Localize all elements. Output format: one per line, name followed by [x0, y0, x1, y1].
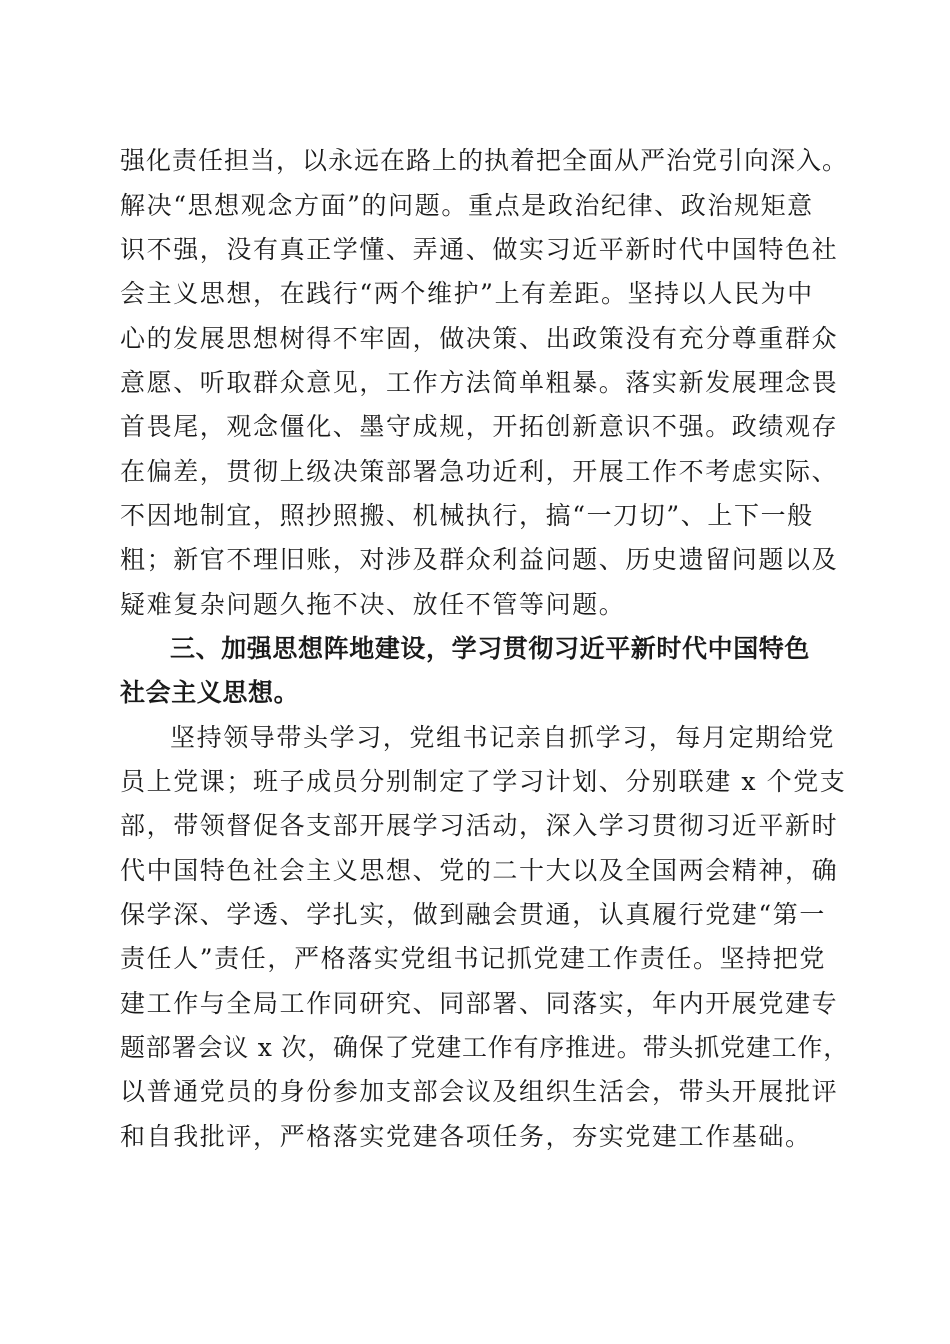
paragraph-line: 以普通党员的身份参加支部会议及组织生活会，带头开展批评	[120, 1077, 839, 1106]
paragraph-line: 题部署会议 x 次，确保了党建工作有序推进。带头抓党建工作，	[120, 1033, 849, 1062]
text-line: 会主义思想，在践行“两个维护”上有差距。坚持以人民为中	[120, 279, 814, 308]
paragraph-line: 部，带领督促各支部开展学习活动，深入学习贯彻习近平新时	[120, 811, 839, 840]
paragraph-line: 坚持领导带头学习，党组书记亲自抓学习，每月定期给党	[170, 723, 836, 752]
paragraph-line: 和自我批评，严格落实党建各项任务，夯实党建工作基础。	[120, 1122, 812, 1151]
paragraph-line: 代中国特色社会主义思想、党的二十大以及全国两会精神，确	[120, 856, 839, 885]
section-heading: 三、加强思想阵地建设，学习贯彻习近平新时代中国特色	[170, 634, 811, 663]
text-line: 强化责任担当，以永远在路上的执着把全面从严治党引向深入。	[120, 146, 849, 175]
section-heading-continued: 社会主义思想。	[120, 678, 300, 707]
text-line: 解决“思想观念方面”的问题。重点是政治纪律、政治规矩意	[120, 191, 814, 220]
text-line: 首畏尾，观念僵化、墨守成规，开拓创新意识不强。政绩观存	[120, 412, 839, 441]
paragraph-line: 保学深、学透、学扎实，做到融会贯通，认真履行党建“第一	[120, 900, 826, 929]
text-line: 粗；新官不理旧账，对涉及群众利益问题、历史遗留问题以及	[120, 545, 839, 574]
text-line: 识不强，没有真正学懂、弄通、做实习近平新时代中国特色社	[120, 235, 839, 264]
text-line: 在偏差，贯彻上级决策部署急功近利，开展工作不考虑实际、	[120, 457, 839, 486]
paragraph-line: 建工作与全局工作同研究、同部署、同落实，年内开展党建专	[120, 989, 839, 1018]
text-line: 意愿、听取群众意见，工作方法简单粗暴。落实新发展理念畏	[120, 368, 839, 397]
paragraph-line: 员上党课；班子成员分别制定了学习计划、分别联建 x 个党支	[120, 767, 847, 796]
text-line: 心的发展思想树得不牢固，做决策、出政策没有充分尊重群众	[120, 324, 839, 353]
text-line: 疑难复杂问题久拖不决、放任不管等问题。	[120, 590, 626, 619]
text-line: 不因地制宜，照抄照搬、机械执行，搞“一刀切”、上下一般	[120, 501, 814, 530]
paragraph-line: 责任人”责任，严格落实党组书记抓党建工作责任。坚持把党	[120, 944, 826, 973]
